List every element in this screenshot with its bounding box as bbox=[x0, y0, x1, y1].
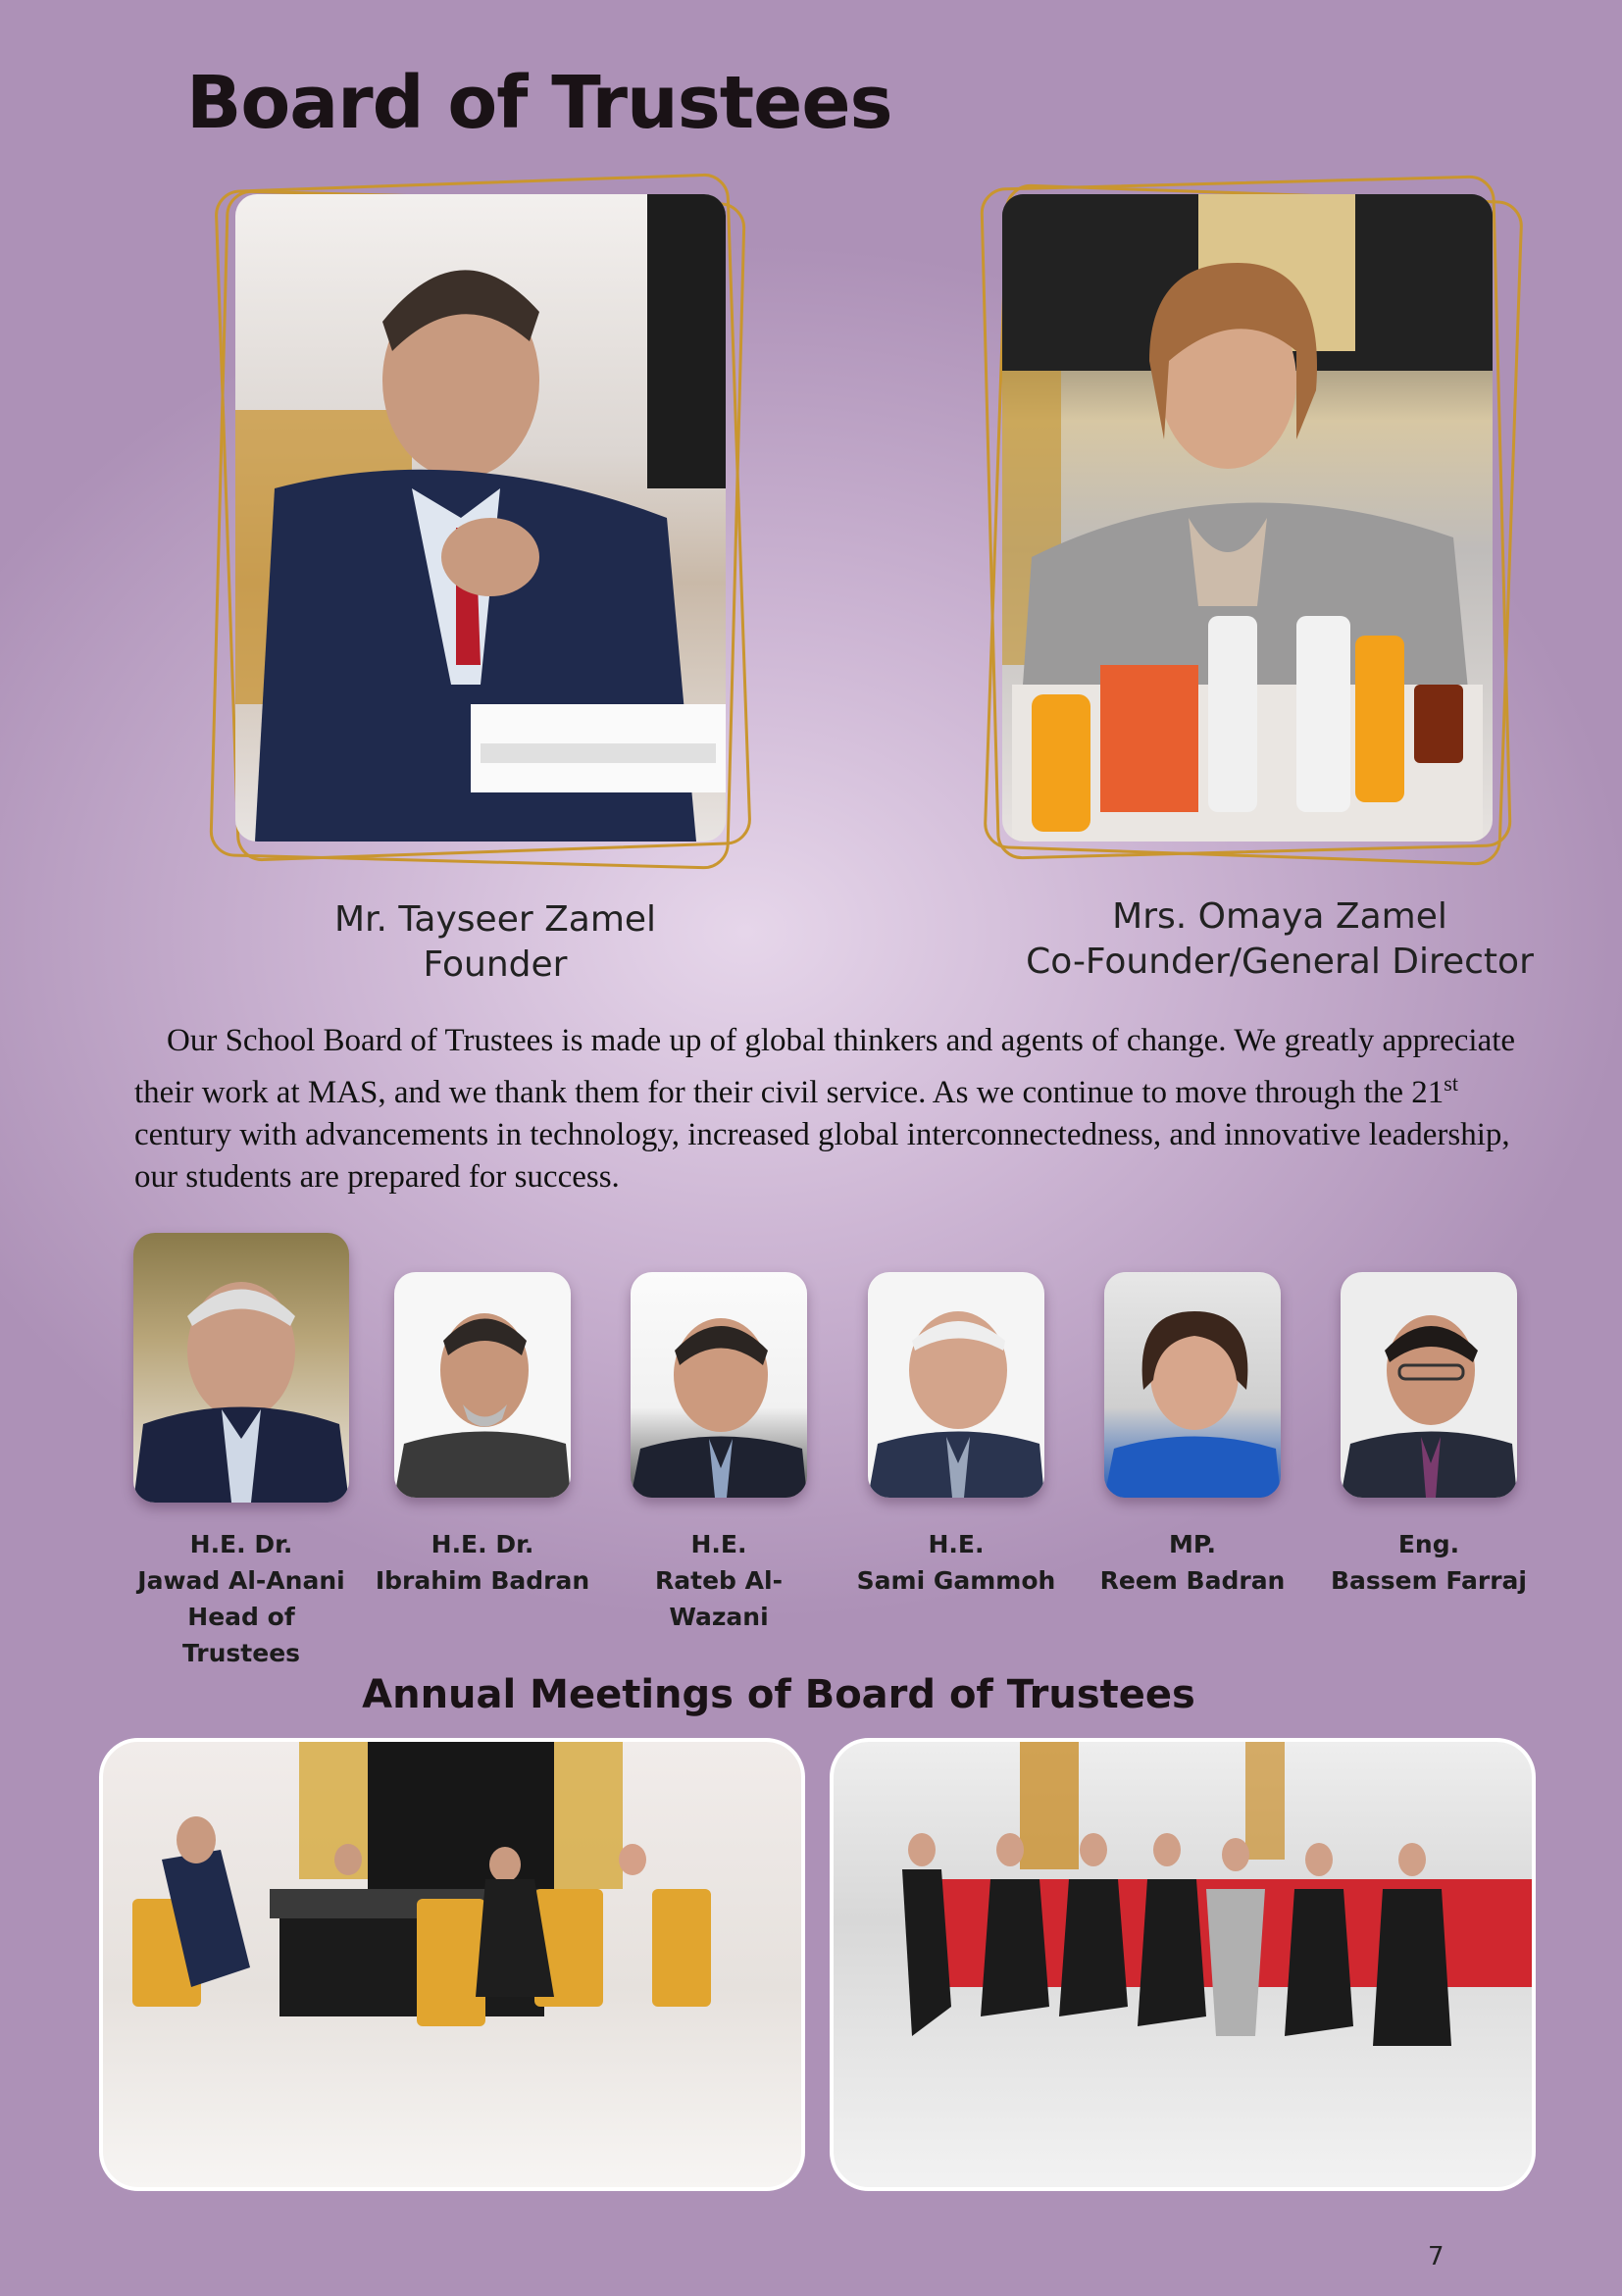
trustee-photo bbox=[1341, 1272, 1517, 1498]
trustee-photo bbox=[631, 1272, 807, 1498]
founder-name: Mr. Tayseer Zamel bbox=[333, 899, 657, 940]
trustee-caption bbox=[611, 1526, 827, 1635]
trustee-name: Ibrahim Badran bbox=[375, 1566, 590, 1595]
trustee-photo bbox=[1104, 1272, 1281, 1498]
cofounder-caption bbox=[1000, 894, 1559, 985]
intro-paragraph bbox=[134, 1020, 1527, 1199]
cofounder-role: Co-Founder/General Director bbox=[1026, 942, 1534, 982]
trustee-title: H.E. Dr. bbox=[189, 1530, 293, 1558]
intro-text-b: century with advancements in technology, increased global interconnectedness, and innovative leadership, our students are prepared for success. bbox=[134, 1117, 1510, 1195]
founder-photo bbox=[235, 194, 726, 842]
page-title: Board of Trustees bbox=[186, 61, 892, 145]
cofounder-portrait-image bbox=[1002, 194, 1493, 842]
meeting-table-image bbox=[103, 1742, 805, 2191]
trustee-caption bbox=[1321, 1526, 1537, 1599]
trustee-title: H.E. bbox=[690, 1530, 747, 1558]
trustee-note: Head of Trustees bbox=[181, 1603, 301, 1667]
trustee-caption bbox=[133, 1526, 349, 1671]
trustee-name: Reem Badran bbox=[1099, 1566, 1286, 1595]
trustee-photo bbox=[133, 1233, 349, 1503]
intro-superscript: st bbox=[1444, 1071, 1458, 1096]
trustee-name: Rateb Al-Wazani bbox=[655, 1566, 783, 1631]
founder-caption bbox=[275, 897, 716, 988]
cofounder-photo bbox=[1002, 194, 1493, 842]
meetings-heading: Annual Meetings of Board of Trustees bbox=[362, 1672, 1195, 1717]
trustee-title: H.E. Dr. bbox=[431, 1530, 534, 1558]
trustee-name: Sami Gammoh bbox=[856, 1566, 1056, 1595]
meeting-photo-1 bbox=[99, 1738, 805, 2191]
meeting-audience-image bbox=[834, 1742, 1536, 2191]
trustee-photo bbox=[394, 1272, 571, 1498]
trustee-title: H.E. bbox=[928, 1530, 985, 1558]
trustee-name: Jawad Al-Anani bbox=[137, 1566, 345, 1595]
trustee-title: MP. bbox=[1168, 1530, 1217, 1558]
founder-role: Founder bbox=[423, 944, 568, 985]
trustee-name: Bassem Farraj bbox=[1331, 1566, 1527, 1595]
cofounder-name: Mrs. Omaya Zamel bbox=[1112, 896, 1447, 937]
trustee-title: Eng. bbox=[1397, 1530, 1460, 1558]
trustee-caption bbox=[1085, 1526, 1300, 1599]
trustee-caption bbox=[848, 1526, 1064, 1599]
intro-text-a: Our School Board of Trustees is made up of global thinkers and agents of change. We greatly appreciate their work at MAS, and we thank them for their civil service. As we continue to move through the 21 bbox=[134, 1023, 1516, 1110]
trustee-photo bbox=[868, 1272, 1044, 1498]
founder-portrait-image bbox=[235, 194, 726, 842]
page-number: 7 bbox=[1428, 2242, 1445, 2271]
meeting-photo-2 bbox=[830, 1738, 1536, 2191]
trustee-caption bbox=[375, 1526, 590, 1599]
